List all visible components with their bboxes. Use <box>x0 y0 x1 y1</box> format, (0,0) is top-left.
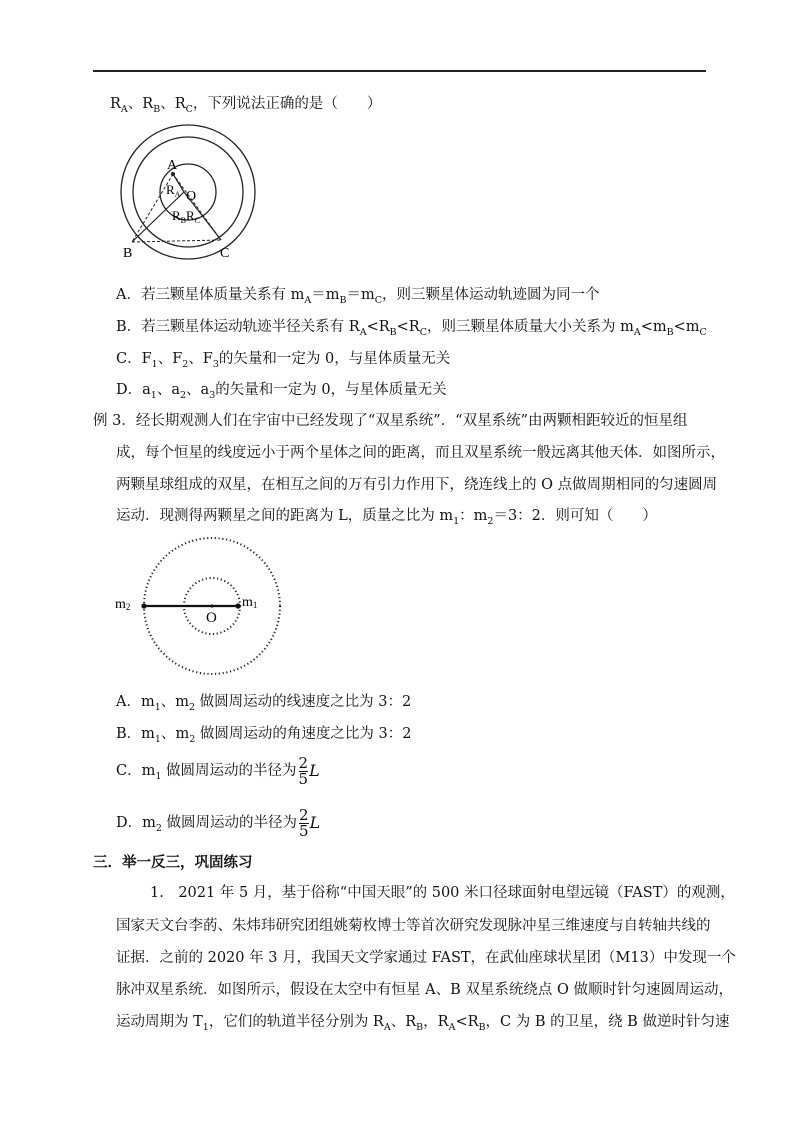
svg-text:RC: $R_C$ <box>186 208 201 225</box>
option-c-ex3[interactable]: C．$m_1$ 做圆周运动的半径为 $\frac{2}{5}$ L <box>116 753 320 788</box>
q1-line-3: 证据．之前的 2020 年 3 月，我国天文学家通过 FAST，在武仙座球状星团（M13）中发现一个 <box>116 950 736 966</box>
q1-line-1: 1. 2021 年 5 月，基于俗称“中国天眼”的 500 米口径球面射电望远镜（FAST）的观测， <box>150 885 735 901</box>
fraction-two-fifths: $\frac{2}{5}$ <box>298 753 309 788</box>
question-intro-line: $R_A$、$R_B$、$R_C$，下列说法正确的是（ ） <box>110 96 382 115</box>
option-b-ex2[interactable]: B．若三颗星体运动轨迹半径关系有 $R_A<R_B<R_C$，则三颗星体质量大小关系为 $m_A<m_B<m_C$ <box>116 319 707 338</box>
header-rule <box>93 70 706 72</box>
q1-line-4: 脉冲双星系统．如图所示，假设在太空中有恒星 A、B 双星系统绕点 O 做顺时针匀速圆周运动， <box>116 982 733 998</box>
option-d-ex2[interactable]: D．$a_1$、$a_2$、$a_3$的矢量和一定为 0，与星体质量无关 <box>116 382 447 401</box>
binary-star-figure <box>108 534 308 680</box>
svg-text:RA: $R_A$ <box>166 182 181 199</box>
q1-line-2: 国家天文台李菂、朱炜玮研究团组姚菊枚博士等首次研究发现脉冲星三维速度与自转轴共线的 <box>116 918 711 934</box>
svg-text:O: O <box>206 610 217 626</box>
q1-line-5: 运动周期为 $T_1$，它们的轨道半径分别为 $R_A$、$R_B$，$R_A<R_B$，C 为 B 的卫星，绕 B 做逆时针匀速 <box>116 1014 730 1033</box>
svg-text:RB: $R_B$ <box>172 208 187 225</box>
example3-line-4: 运动．现测得两颗星之间的距离为 L，质量之比为 $m_1$：$m_2=3$：2．则可知（ ） <box>116 508 657 527</box>
option-a-ex3[interactable]: A．$m_1$、$m_2$ 做圆周运动的线速度之比为 3：2 <box>116 694 412 713</box>
label-c: C <box>220 246 230 261</box>
svg-text:m2: m2 <box>115 597 131 612</box>
option-d-ex3[interactable]: D．$m_2$ 做圆周运动的半径为 $\frac{2}{5}$ L <box>116 805 321 840</box>
label-b: B <box>123 246 133 261</box>
label-o: O <box>186 189 197 204</box>
example3-line-3: 两颗星球组成的双星，在相互之间的万有引力作用下，绕连线上的 O 点做周期相同的匀速圆周 <box>116 477 718 493</box>
option-c-ex2[interactable]: C．$F_1$、$F_2$、$F_3$的矢量和一定为 0，与星体质量无关 <box>116 351 451 370</box>
example3-line-1: 例 3．经长期观测人们在宇宙中已经发现了“双星系统”．“双星系统”由两颗相距较近的恒星组 <box>93 413 688 429</box>
section-3-heading: 三．举一反三，巩固练习 <box>93 854 253 871</box>
option-a-ex2[interactable]: A．若三颗星体质量关系有 $m_A=m_B=m_C$，则三颗星体运动轨迹圆为同一个 <box>116 287 600 306</box>
three-star-figure <box>116 124 261 264</box>
fraction-two-fifths: $\frac{2}{5}$ <box>299 805 309 840</box>
example3-line-2: 成，每个恒星的线度远小于两个星体之间的距离，而且双星系统一般远离其他天体．如图所示， <box>116 445 725 461</box>
option-b-ex3[interactable]: B．$m_1$、$m_2$ 做圆周运动的角速度之比为 3：2 <box>116 726 412 745</box>
label-a: A <box>167 158 178 173</box>
svg-text:m1: m1 <box>242 595 258 610</box>
